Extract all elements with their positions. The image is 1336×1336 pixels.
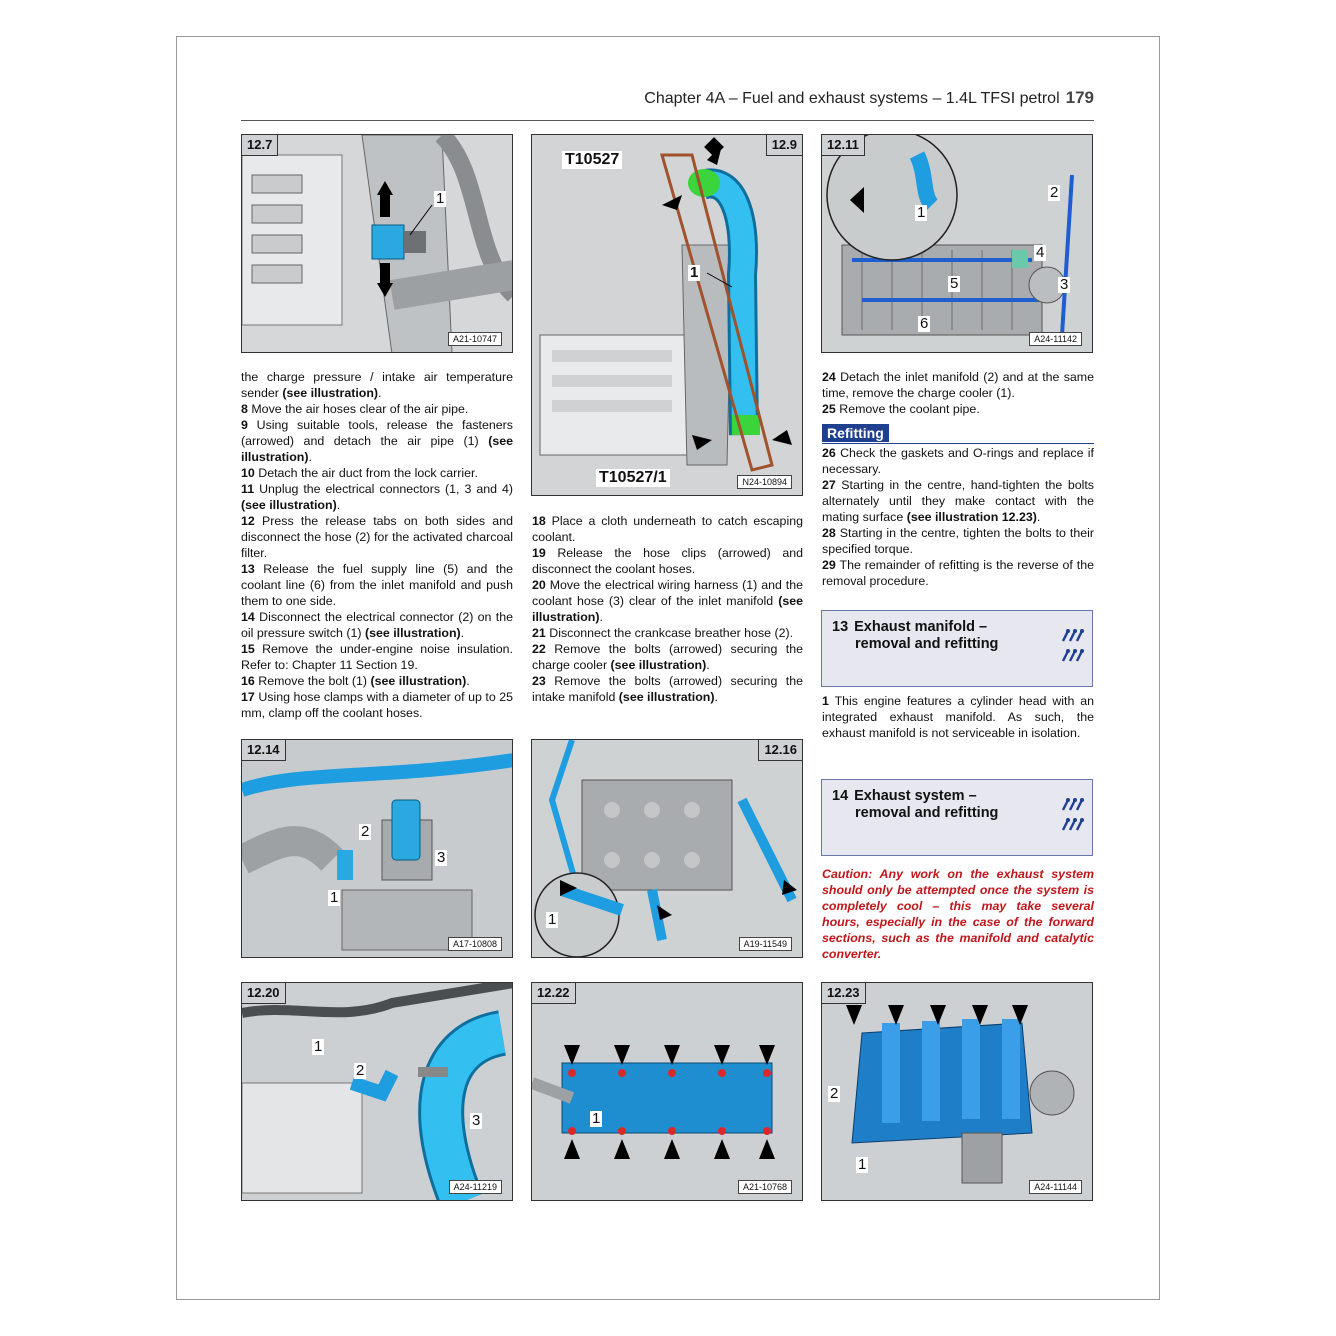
page-number: 179 <box>1065 88 1094 107</box>
callout-3: 3 <box>1060 276 1069 293</box>
figure-label: 12.7 <box>242 135 278 156</box>
figure-12-16 <box>531 739 803 958</box>
paragraph: 12 Press the release tabs on both sides and disconnect the hose (2) for the activated charcoal filter. <box>241 514 513 560</box>
refitting-label: Refitting <box>822 424 889 442</box>
difficulty-spanners-icon <box>1060 619 1084 663</box>
paragraph: the charge pressure / intake air temperature sender (see illustration). <box>241 370 513 400</box>
tool-label-t10527-1: T10527/1 <box>596 469 670 487</box>
paragraph: 20 Move the electrical wiring harness (1) and the coolant hose (3) clear of the inlet manifold (see illustration). <box>532 578 803 624</box>
paragraph: 13 Release the fuel supply line (5) and the coolant line (6) from the inlet manifold and push them to one side. <box>241 562 514 608</box>
page-header <box>586 88 1094 110</box>
paragraph: 11 Unplug the electrical connectors (1, 3 and 4) (see illustration). <box>241 482 513 512</box>
figure-12-7 <box>241 134 513 353</box>
callout-2: 2 <box>361 823 370 840</box>
text-column-2 <box>532 513 803 705</box>
refitting-heading <box>822 424 1094 444</box>
text-column-3c <box>822 693 1094 741</box>
paragraph: 9 Using suitable tools, release the fasteners (arrowed) and detach the air pipe (1) (see illustration). <box>241 418 513 464</box>
figure-code: A21-10768 <box>738 1180 792 1194</box>
figure-code: A24-11219 <box>449 1180 502 1194</box>
callout-1: 1 <box>548 911 557 928</box>
figure-code: A21-10747 <box>448 332 502 346</box>
paragraph: 15 Remove the under-engine noise insulation. Refer to: Chapter 11 Section 19. <box>241 642 513 672</box>
figure-label: 12.23 <box>822 983 866 1004</box>
figure-12-22 <box>531 982 803 1201</box>
callout-2: 2 <box>1050 184 1059 201</box>
text-column-1 <box>241 369 513 721</box>
figure-12-7-drawing <box>242 135 513 353</box>
figure-12-14-drawing <box>242 740 513 958</box>
figure-code: A24-11142 <box>1029 332 1082 346</box>
figure-12-20 <box>241 982 513 1201</box>
text-column-3a <box>822 369 1094 417</box>
chapter-title: Chapter 4A – Fuel and exhaust systems – 1.4L TFSI petrol <box>644 90 1060 107</box>
header-rule <box>241 120 1094 121</box>
figure-12-14 <box>241 739 513 958</box>
paragraph: 22 Remove the bolts (arrowed) securing the charge cooler (see illustration). <box>532 642 803 672</box>
callout-1: 1 <box>690 264 699 281</box>
paragraph: 1 This engine features a cylinder head with an integrated exhaust manifold. As such, the exhaust manifold is not serviceable in isolation. <box>822 694 1095 740</box>
callout-1: 1 <box>436 190 445 207</box>
paragraph: 8 Move the air hoses clear of the air pipe. <box>241 402 469 416</box>
callout-5: 5 <box>950 275 959 292</box>
callout-1: 1 <box>314 1038 323 1055</box>
callout-1: 1 <box>858 1156 867 1173</box>
callout-6: 6 <box>920 315 929 332</box>
paragraph: 27 Starting in the centre, hand-tighten the bolts alternately until they make contact with the mating surface (see illustration 12.23). <box>822 478 1094 524</box>
section-title: 14 Exhaust system – removal and refitting <box>832 788 999 821</box>
callout-3: 3 <box>437 849 446 866</box>
figure-12-16-drawing <box>532 740 803 958</box>
section-13-heading <box>821 610 1093 687</box>
callout-1: 1 <box>917 204 926 221</box>
figure-12-11 <box>821 134 1093 353</box>
callout-2: 2 <box>830 1085 839 1102</box>
figure-code: A24-11144 <box>1029 1180 1082 1194</box>
paragraph: 25 Remove the coolant pipe. <box>822 402 980 416</box>
paragraph: 16 Remove the bolt (1) (see illustration). <box>241 674 470 688</box>
paragraph: 23 Remove the bolts (arrowed) securing the intake manifold (see illustration). <box>532 674 803 704</box>
callout-2: 2 <box>356 1062 365 1079</box>
difficulty-spanners-icon <box>1060 788 1084 832</box>
callout-1: 1 <box>330 889 339 906</box>
figure-label: 12.11 <box>822 135 865 156</box>
text-column-3b <box>822 445 1094 589</box>
figure-label: 12.9 <box>766 135 802 156</box>
figure-12-9 <box>531 134 803 496</box>
section-title: 13 Exhaust manifold – removal and refitting <box>832 619 999 652</box>
paragraph: 26 Check the gaskets and O-rings and replace if necessary. <box>822 446 1094 476</box>
paragraph: 18 Place a cloth underneath to catch escaping coolant. <box>532 514 803 544</box>
callout-4: 4 <box>1036 244 1045 261</box>
figure-12-22-drawing <box>532 983 803 1201</box>
figure-code: A17-10808 <box>448 937 502 951</box>
paragraph: 24 Detach the inlet manifold (2) and at the same time, remove the charge cooler (1). <box>822 370 1094 400</box>
paragraph: 28 Starting in the centre, tighten the bolts to their specified torque. <box>822 526 1094 556</box>
paragraph: 17 Using hose clamps with a diameter of up to 25 mm, clamp off the coolant hoses. <box>241 690 513 720</box>
figure-label: 12.14 <box>242 740 286 761</box>
paragraph: 14 Disconnect the electrical connector (2) on the oil pressure switch (1) (see illustration). <box>241 610 513 640</box>
figure-12-20-drawing <box>242 983 513 1201</box>
paragraph: 21 Disconnect the crankcase breather hose (2). <box>532 626 794 640</box>
figure-code: A19-11549 <box>739 937 792 951</box>
paragraph: 10 Detach the air duct from the lock carrier. <box>241 466 478 480</box>
callout-1: 1 <box>592 1110 601 1127</box>
figure-code: N24-10894 <box>737 475 792 489</box>
figure-12-9-drawing <box>532 135 803 496</box>
paragraph: 19 Release the hose clips (arrowed) and disconnect the coolant hoses. <box>532 546 803 576</box>
figure-label: 12.22 <box>532 983 576 1004</box>
figure-label: 12.16 <box>758 740 802 761</box>
callout-3: 3 <box>472 1112 481 1129</box>
caution-note: Caution: Any work on the exhaust system should only be attempted once the system is completely cool – this may take several hours, especially in the case of the forward sections, such as the manifold and catalytic converter. <box>822 867 1094 961</box>
tool-label-t10527: T10527 <box>562 151 622 169</box>
refitting-rule <box>822 443 1094 444</box>
section-14-heading <box>821 779 1093 856</box>
figure-12-11-drawing <box>822 135 1093 353</box>
paragraph: 29 The remainder of refitting is the reverse of the removal procedure. <box>822 558 1095 588</box>
figure-12-23 <box>821 982 1093 1201</box>
figure-label: 12.20 <box>242 983 286 1004</box>
